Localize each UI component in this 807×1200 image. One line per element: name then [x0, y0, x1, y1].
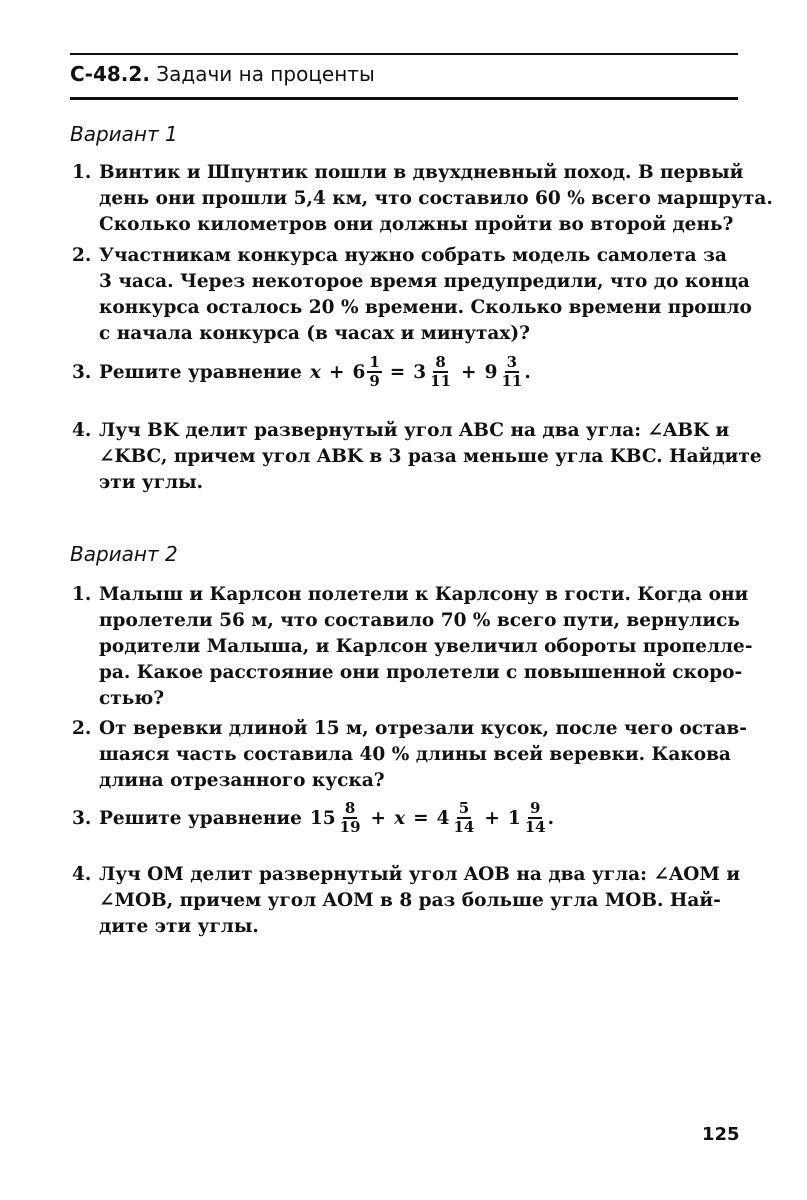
variable-x: x — [394, 807, 406, 829]
problem-line: ∠MOB, причем угол AOM в 8 раз больше угла MOB. Най- — [99, 890, 721, 911]
section-title: Задачи на проценты — [156, 62, 375, 86]
problem-line: дите эти углы. — [99, 916, 259, 937]
numerator: 5 — [458, 799, 470, 817]
mixed-number — [352, 354, 381, 390]
problem-line: стью? — [99, 688, 165, 709]
whole-part: 6 — [352, 361, 366, 383]
section-header — [70, 62, 375, 86]
mixed-number — [437, 800, 477, 836]
problem-line: пролетели 56 м, что составило 70 % всего пути, вернулись — [99, 610, 740, 631]
problem-line: ∠KBC, причем угол ABK в 3 раза меньше угла KBC. Найдите — [99, 446, 762, 467]
plus-sign: + — [370, 807, 387, 829]
problem-text: Решите уравнение — [99, 807, 302, 829]
problem-line: шаяся часть составила 40 % длины всей веревки. Какова — [99, 744, 731, 765]
fraction — [367, 354, 381, 390]
v2-problem-2 — [72, 716, 747, 794]
problem-line: Луч OM делит развернутый угол AOB на два угла: ∠AOM и — [99, 864, 741, 885]
problem-line: родители Малыша, и Карлсон увеличил обороты пропелле- — [99, 636, 753, 657]
problem-number: 1. — [72, 584, 92, 605]
denominator: 9 — [369, 372, 380, 390]
denominator: 14 — [453, 818, 475, 836]
variable-x: x — [309, 361, 321, 383]
problem-line: Участникам конкурса нужно собрать модель самолета за — [99, 245, 727, 266]
denominator: 11 — [430, 372, 452, 390]
v2-problem-4 — [72, 862, 741, 940]
variant-1-title: Вариант 1 — [70, 122, 178, 146]
problem-line: Малыш и Карлсон полетели к Карлсону в гости. Когда они — [99, 584, 749, 605]
v1-problem-2 — [72, 243, 752, 347]
problem-line: От веревки длиной 15 м, отрезали кусок, после чего остав- — [99, 718, 747, 739]
problem-line: конкурса осталось 20 % времени. Сколько времени прошло — [99, 297, 752, 318]
numerator: 3 — [506, 353, 518, 371]
mixed-number — [310, 800, 363, 836]
numerator: 8 — [435, 353, 446, 371]
problem-number: 2. — [72, 718, 92, 739]
numerator: 1 — [369, 353, 380, 371]
problem-line: Винтик и Шпунтик пошли в двухдневный поход. В первый — [99, 162, 744, 183]
problem-line: эти углы. — [99, 472, 204, 493]
plus-sign: + — [328, 361, 345, 383]
header-rule-bottom — [70, 97, 738, 100]
numerator: 9 — [529, 799, 541, 817]
fraction — [338, 800, 363, 836]
problem-line: Луч BK делит развернутый угол ABC на два угла: ∠ABK и — [99, 420, 730, 441]
problem-line: день они прошли 5,4 км, что составило 60 % всего маршрута. — [99, 188, 773, 209]
equals-sign: = — [389, 361, 406, 383]
v2-problem-1 — [72, 582, 753, 712]
denominator: 19 — [339, 818, 361, 836]
whole-part: 4 — [436, 807, 450, 829]
problem-number: 2. — [72, 245, 92, 266]
header-rule-top — [70, 53, 738, 55]
whole-part: 15 — [309, 807, 336, 829]
mixed-number — [485, 354, 525, 390]
period: . — [524, 361, 531, 383]
fraction — [523, 800, 548, 836]
problem-text: Решите уравнение — [99, 361, 302, 383]
period: . — [547, 807, 555, 829]
v1-problem-3 — [72, 354, 531, 390]
problem-line: 3 часа. Через некоторое время предупредили, что до конца — [99, 271, 750, 292]
problem-line: Сколько километров они должны пройти во второй день? — [99, 214, 734, 235]
whole-part: 3 — [413, 361, 427, 383]
plus-sign: + — [484, 807, 500, 829]
problem-number: 1. — [72, 162, 92, 183]
problem-number: 3. — [72, 361, 92, 383]
whole-part: 1 — [507, 807, 521, 829]
numerator: 8 — [344, 799, 356, 817]
v1-problem-1 — [72, 160, 773, 238]
problem-number: 4. — [72, 420, 92, 441]
v2-problem-3 — [72, 800, 554, 836]
problem-line: ра. Какое расстояние они пролетели с повышенной скоро- — [99, 662, 743, 683]
problem-number: 3. — [72, 807, 92, 829]
problem-line: с начала конкурса (в часах и минутах)? — [99, 323, 531, 344]
v1-problem-4 — [72, 418, 762, 496]
plus-sign: + — [461, 361, 477, 383]
fraction — [451, 800, 476, 836]
equals-sign: = — [413, 807, 429, 829]
problem-line: длина отрезанного куска? — [99, 770, 385, 791]
problem-number: 4. — [72, 864, 92, 885]
page-number: 125 — [702, 1124, 740, 1145]
denominator: 11 — [501, 372, 523, 390]
variant-2-title: Вариант 2 — [70, 542, 178, 566]
fraction — [428, 354, 453, 390]
mixed-number — [508, 800, 548, 836]
denominator: 14 — [524, 818, 546, 836]
section-code: С-48.2. — [70, 62, 150, 86]
whole-part: 9 — [484, 361, 498, 383]
mixed-number — [413, 354, 453, 390]
fraction — [499, 354, 524, 390]
